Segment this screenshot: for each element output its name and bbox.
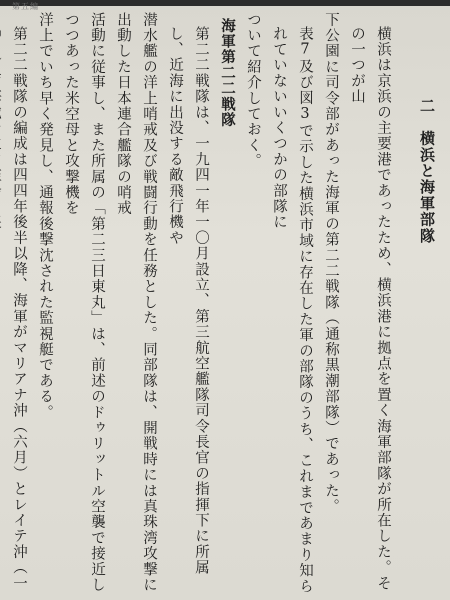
top-edge-strip (0, 0, 450, 6)
running-head: 第五編 (12, 2, 39, 11)
section-title: 二 横浜と海軍部隊 (418, 98, 436, 244)
paragraph-line: 活動に従事し、また所属の「第二三日東丸」は、前述のドゥリットル空襲で接近しつつあった米空母と攻撃機を (63, 12, 105, 593)
paragraph-line: 表7及び図3で示した横浜市域に存在した軍の部隊のうち、これまであまり知られていないいくつかの部隊に (271, 26, 313, 595)
paragraph-line: 洋上でいち早く発見し、通報後撃沈された監視艇である。 (37, 12, 53, 421)
paragraph-line: 第二二戦隊は、一九四一年一〇月設立、第三航空艦隊司令長官の指揮下に所属し、近海に出没する敵飛行機や (167, 26, 209, 576)
paragraph-line: 潜水艦の洋上哨戒及び戦闘行動を任務とした。同部隊は、開戦時には真珠湾攻撃に出動した日本連合艦隊の哨戒 (115, 12, 157, 593)
paragraph-line: ついて紹介しておく。 (245, 12, 261, 169)
vertical-text-page (10, 12, 440, 598)
paragraph-line: 下公園に司令部があった海軍の第二二戦隊（通称黒潮部隊）であった。 (323, 12, 339, 515)
subsection-heading: 海軍第二二戦隊 (219, 18, 235, 128)
paragraph-line: 横浜は京浜の主要港であったため、横浜港に拠点を置く海軍部隊が所在した。その一つが山 (349, 26, 391, 592)
paragraph-line: 第二二戦隊の編成は四四年後半以降、海軍がマリアナ沖（六月）とレイテ沖（一 (11, 26, 27, 592)
